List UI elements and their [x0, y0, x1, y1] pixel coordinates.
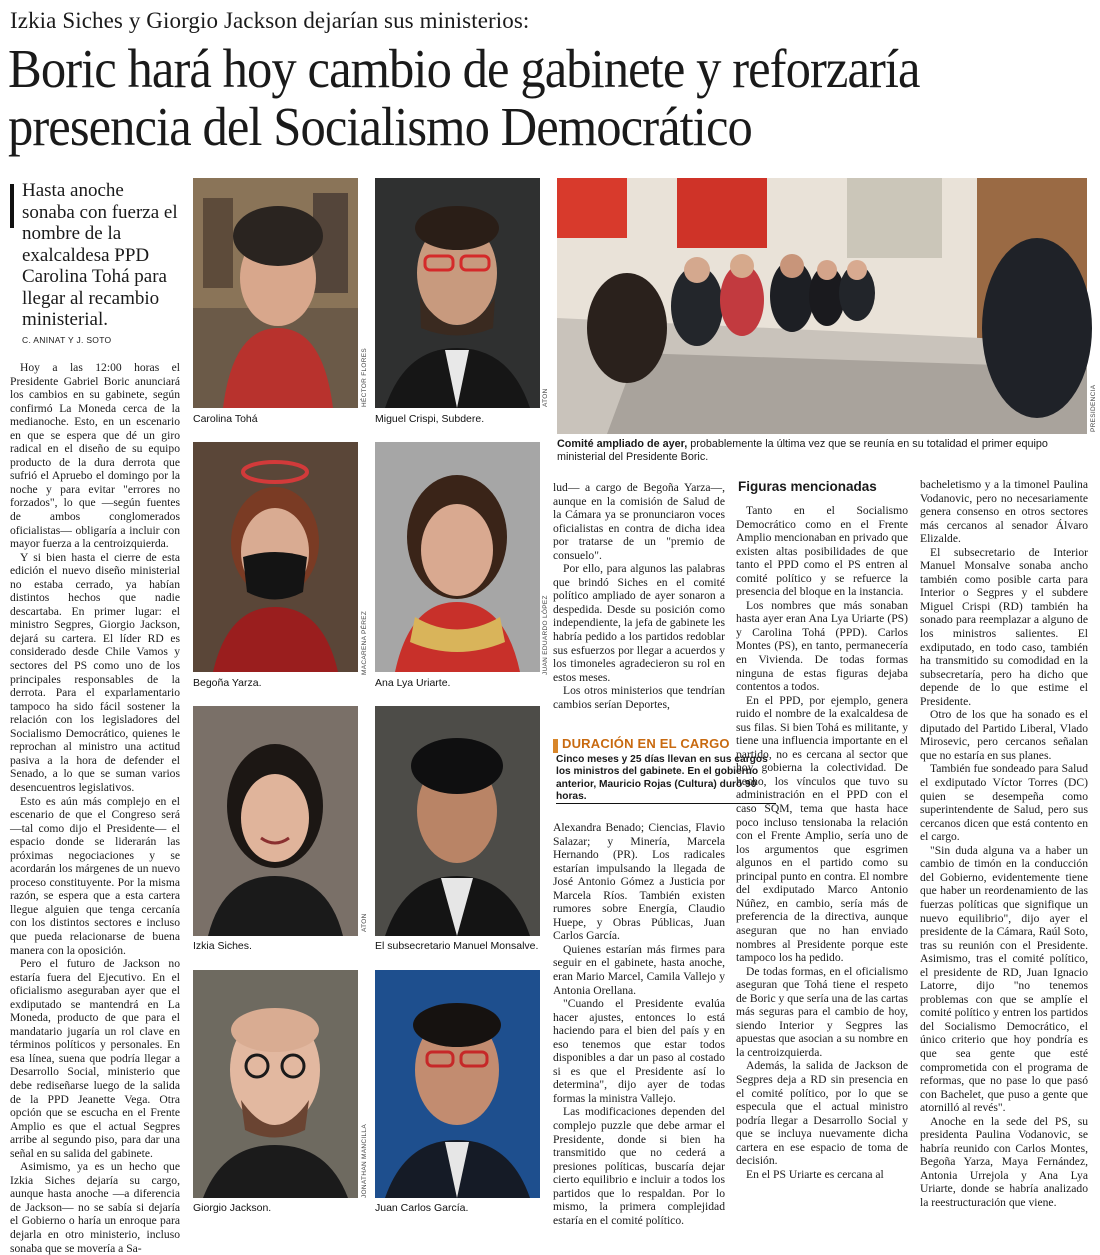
- photo-manuel-monsalve: [375, 706, 540, 936]
- paragraph: Quienes estarían más firmes para seguir en el gabinete, hasta anoche, eran Mario Marcel, Camila Vallejo y Antonia Orellana.: [553, 942, 725, 997]
- paragraph: Pero el futuro de Jackson no estaría fuera del Ejecutivo. En el oficialismo aseguraban ayer que el exdiputado se mantendrá en La Moneda, producto de que para el mandatario jugaría un rol clave en términos políticos y personales. En esa línea, suena que podría llegar a Desarrollo Social, ministerio que debe rediseñarse luego de la salida de la PPD Jeanette Vega. Otra opción que se escucha en el Frente Amplio es que el actual Segpres arribe al segundo piso, para dar una señal en su salida del gabinete.: [10, 957, 180, 1160]
- photo-caption: Carolina Tohá: [193, 413, 258, 425]
- paragraph: Las modificaciones dependen del complejo puzzle que debe armar el Presidente, donde si bien ha transmitido que no cederá a presiones políticas, buscaría dejar cierto equilibrio e incluir a todos los partidos que lo respaldan. Por lo mismo, la primera complejidad estaría en el comité político.: [553, 1105, 725, 1227]
- article-kicker: Izkia Siches y Giorgio Jackson dejarían sus ministerios:: [10, 8, 530, 33]
- paragraph: Además, la salida de Jackson de Segpres deja a RD sin presencia en el comité político, por lo que se especula que el actual ministro podría llegar a Desarrollo Social y que se incluya nuevamente dicha cartera en ese espacio de toma de decisión.: [736, 1059, 908, 1168]
- photo-caption: Miguel Crispi, Subdere.: [375, 413, 485, 425]
- photo-caption: Izkia Siches.: [193, 940, 252, 952]
- photo-begona-yarza: [193, 442, 358, 672]
- body-column-1: [10, 361, 180, 1255]
- photo-carolina-toha: [193, 178, 358, 408]
- section-title: Figuras mencionadas: [738, 479, 877, 494]
- photo-credit: PRESIDENCIA: [1090, 384, 1097, 432]
- photo-caption: Giorgio Jackson.: [193, 1202, 272, 1214]
- photo-juan-carlos-garcia: [375, 970, 540, 1198]
- photo-credit: HÉCTOR FLORES: [361, 347, 368, 407]
- byline: C. ANINAT Y J. SOTO: [22, 335, 112, 345]
- photo-miguel-crispi: [375, 178, 540, 408]
- body-column-4-bottom: [553, 821, 725, 1227]
- photo-comite-ampliado: [557, 178, 1087, 434]
- body-column-5: [736, 504, 908, 1181]
- photo-credit: JUAN EDUARDO LÓPEZ: [542, 595, 549, 675]
- body-column-4-top: [553, 481, 725, 711]
- paragraph: Los otros ministerios que tendrían cambios serían Deportes,: [553, 684, 725, 711]
- paragraph: lud— a cargo de Begoña Yarza—, aunque en la comisión de Salud de la Cámara ya se pronunciaron voces oficialistas en contra de dicha idea por tratarse de un "premio de consuelo".: [553, 481, 725, 562]
- paragraph: Y si bien hasta el cierre de esta edición el nuevo diseño ministerial no estaba cerrado, ya habían distintos hechos que nadie descartaba. En primer lugar: el ministro Segpres, Giorgio Jackson, dejará su cartera. El líder RD es considerado desde Chile Vamos y sectores del PS como uno de los principales responsables de la derrota. Para el exparlamentario tampoco ha sido fácil sostener la relación con los legisladores del Socialismo Democrático, quienes le reprochan al ministro una actitud pasiva a la hora de defender el Senado, a lo que se suman varios desencuentros legislativos.: [10, 550, 180, 794]
- factbox-text: Cinco meses y 25 días llevan en sus cargos los ministros del gabinete. En el gobierno anterior, Mauricio Rojas (Cultura) duró 90 horas.: [556, 754, 768, 802]
- photo-ana-lya-uriarte: [375, 442, 540, 672]
- paragraph: Hoy a las 12:00 horas el Presidente Gabriel Boric anunciará los cambios en su gabinete, según confirmó La Moneda cerca de la medianoche. Esto, en un escenario en que se espera que dé un giro radical en el diseño de su equipo producto de la dura derrota que sufrió el Apruebo el domingo por la noche y para evitar "errores no forzados", lo que —según fuentes de ambos conglomerados oficialistas— obligaría a incluir con mayor fuerza a la centroizquierda.: [10, 361, 180, 551]
- photo-caption: Begoña Yarza.: [193, 677, 262, 689]
- photo-caption: El subsecretario Manuel Monsalve.: [375, 940, 539, 952]
- lede-marker: [10, 184, 14, 228]
- paragraph: De todas formas, en el oficialismo aseguran que Tohá tiene el respeto de Boric y que sería una de las cartas más seguras para el cambio de hoy, siendo Interior y Segpres las apuestas que asocian a su nombre en la centroizquierda.: [736, 964, 908, 1059]
- body-column-6: [920, 478, 1088, 1210]
- paragraph: "Sin duda alguna va a haber un cambio de timón en la conducción del Gobierno, evidentemente tiene que haber un reordenamiento de las fuerzas políticas que signifique un nuevo equilibrio", dijo ayer el presidente de la Cámara, Raúl Soto, tras su reunión con el Presidente. Asimismo, tras el comité político, el presidente de RD, Juan Ignacio Latorre, dijo "no tenemos problemas con que se amplíe el comité político y entren los partidos del Socialismo Democrático, el único criterio que hoy pondría es que sea gente que esté comprometida con el programa de reformas, que no pase lo que pasó con Bachelet, que puso a gente que atornilló al revés".: [920, 843, 1088, 1115]
- paragraph: Por ello, para algunos las palabras que brindó Siches en el comité político ampliado de ayer sonaron a despedida. Desde su posición como independiente, la jefa de gabinete les habría pedido a los partidos redoblar sus esfuerzos por llegar a acuerdos y los timoneles agradecieron su rol en estos meses.: [553, 562, 725, 684]
- paragraph: También fue sondeado para Salud el exdiputado Víctor Torres (DC) quien se desempeña como superintendente de Salud, pero sus cercanos dicen que está contento en el cargo.: [920, 762, 1088, 844]
- paragraph: Tanto en el Socialismo Democrático como en el Frente Amplio mencionaban en privado que existen altas posibilidades de que tanto el PPD como el PS entren al comité político y se refuerce la presencia del bloque en la instancia.: [736, 504, 908, 599]
- paragraph: En el PS Uriarte es cercana al: [746, 1167, 884, 1181]
- paragraph: Anoche en la sede del PS, su presidenta Paulina Vodanovic, se habría reunido con Carlos Montes, Begoña Yarza, Maya Fernández, Antonia Urrejola y Ana Lya Uriarte, donde se habría analizado la reestructuración que viene.: [920, 1114, 1088, 1209]
- paragraph: En el PPD, por ejemplo, genera ruido el nombre de la exalcaldesa de sus filas. Si bien Tohá es militante, y tiene una influencia importante en el partido, no es cercana al sector que hoy gobierna la colectividad. De hecho, los vínculos que tuvo su administración en el PPD con el caso SQM, tema que hasta hace poco incluso tensionaba la relación con el Frente Amplio, sería uno de los argumentos que esgrimen algunos en el partido como su principal punto en contra. El nombre del exdiputado Marco Antonio Núñez, en cambio, sería más de preferencia de la directiva, aunque aseguran que no han enviado nombres al Presidente porque este tampoco los ha pedido.: [736, 693, 908, 965]
- photo-izkia-siches: [193, 706, 358, 936]
- paragraph: Otro de los que ha sonado es el diputado del Partido Liberal, Vlado Mirosevic, pero cercanos señalan que no estaría en sus planes.: [920, 708, 1088, 762]
- photo-credit: MACARENA PÉREZ: [361, 610, 368, 675]
- paragraph: Los nombres que más sonaban hasta ayer eran Ana Lya Uriarte (PS) y Carolina Tohá (PPD). Carlos Montes (PS), en tanto, permanecería en Vivienda. De todas formas ninguna de estas figuras dejaba contentos a todos.: [736, 598, 908, 694]
- paragraph: bacheletismo y a la timonel Paulina Vodanovic, pero no necesariamente genera consenso en otros sectores más cercanos al senador Álvaro Elizalde.: [920, 478, 1088, 546]
- factbox-accent-bar: [553, 739, 558, 753]
- paragraph: Alexandra Benado; Ciencias, Flavio Salazar; y Minería, Marcela Hernando (PR). Los radicales estarían impulsando la llegada de José Antonio Gómez a Justicia por Marcela Ríos. También existen rumores sobre Energía, Claudio Huepe, y Obras Públicas, Juan Carlos García.: [553, 821, 725, 943]
- caption-bold-lead: Comité ampliado de ayer,: [557, 438, 688, 450]
- article-lede: Hasta anoche sonaba con fuerza el nombre de la exalcaldesa PPD Carolina Tohá para llegar al recambio ministerial.: [22, 180, 178, 330]
- article-headline: Boric hará hoy cambio de gabinete y reforzaría presencia del Socialismo Democrático: [8, 38, 920, 157]
- factbox-title: DURACIÓN EN EL CARGO: [562, 736, 730, 751]
- paragraph: Esto es aún más complejo en el escenario de que el Congreso será —tal como dijo el Presidente— el espacio donde se liderarán las próximas negociaciones y se acordarán los márgenes de un nuevo proceso constituyente. Por la misma razón, se espera que a esta cartera llegue alguien que tenga cercanía con los distintos sectores e incluso que pueda relacionarse de buena manera con la oposición.: [10, 794, 180, 957]
- photo-caption: Ana Lya Uriarte.: [375, 677, 451, 689]
- main-photo-caption: [557, 438, 1087, 464]
- caption-text: probablemente la última vez que se reunía en su totalidad el primer equipo ministerial del Presidente Boric.: [557, 438, 1048, 463]
- photo-credit: JONATHAN MANCILLA: [361, 1124, 368, 1198]
- photo-giorgio-jackson: [193, 970, 358, 1198]
- photo-credit: ATON: [542, 388, 549, 407]
- paragraph: Asimismo, ya es un hecho que Izkia Siches dejaría su cargo, aunque hasta anoche —a diferencia de Jackson— no se sabía si dejaría el Gobierno o haría un enroque para dejarla en otro ministerio, incluso sonaba que se movería a Sa-: [10, 1160, 180, 1255]
- paragraph: "Cuando el Presidente evalúa hacer ajustes, entonces lo está haciendo para el bien del país y en eso tenemos que estar todos disponibles a dar un paso al costado si es que el Presidente así lo determina", dijo ayer de todas formas la ministra Vallejo.: [553, 997, 725, 1105]
- photo-credit: ATON: [361, 913, 368, 932]
- photo-caption: Juan Carlos García.: [375, 1202, 469, 1214]
- paragraph: El subsecretario de Interior Manuel Monsalve sonaba ancho también como posible carta para Interior o Segpres y el subdere Miguel Crispi (RD) también ha sonado para reemplazar a alguno de los ministros salientes. El exdiputado, en todo caso, también ha transmitido su comodidad en la subsecretaría, pero ha dicho que depende de lo que estime el Presidente.: [920, 545, 1088, 708]
